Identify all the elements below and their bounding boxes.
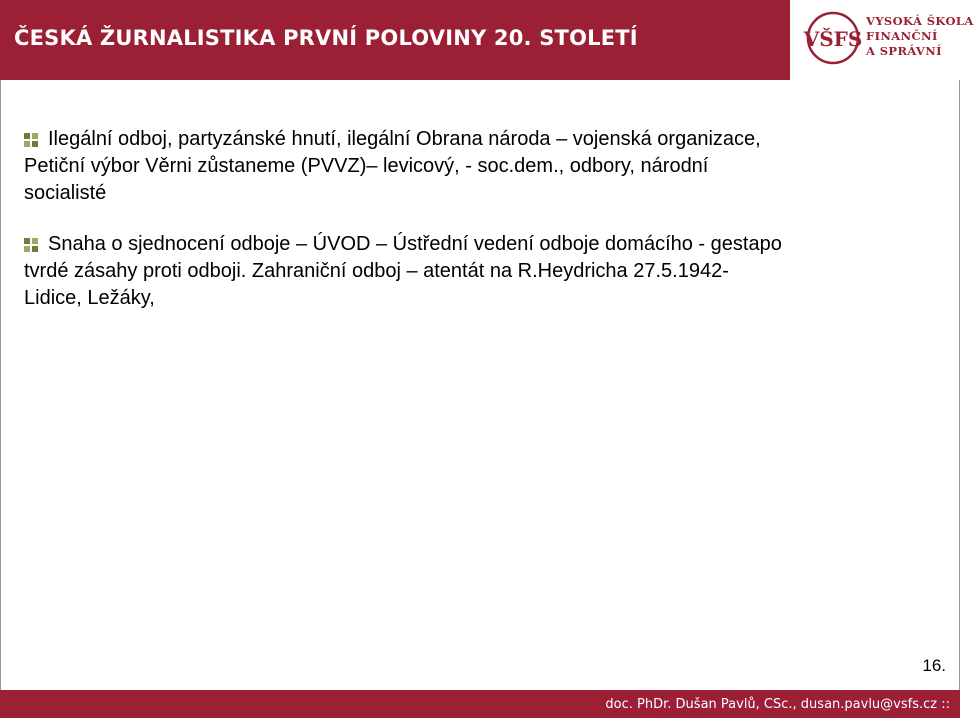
school-name-line: A SPRÁVNÍ — [866, 44, 942, 58]
logo-mark-text: VŠFS — [803, 27, 863, 51]
school-name-line: VYSOKÁ ŠKOLA — [866, 14, 974, 28]
slide-title: ČESKÁ ŽURNALISTIKA PRVNÍ POLOVINY 20. STOLETÍ — [14, 26, 638, 50]
bullet-line: Lidice, Ležáky, — [24, 287, 155, 309]
bullet-item — [24, 126, 944, 207]
square-grid-bullet-icon — [24, 238, 38, 252]
footer-author: doc. PhDr. Dušan Pavlů, CSc., dusan.pavlu@vsfs.cz :: — [605, 697, 950, 712]
school-logo — [790, 0, 974, 80]
bullet-item — [24, 231, 944, 312]
bullet-line: Snaha o sjednocení odboje – ÚVOD – Ústřední vedení odboje domácího - gestapo — [48, 233, 782, 255]
school-name-line: FINANČNÍ — [866, 29, 938, 43]
bullet-line: tvrdé zásahy proti odboji. Zahraniční odboj – atentát na R.Heydricha 27.5.1942- — [24, 260, 729, 282]
page-number: 16. — [922, 656, 946, 675]
header-bar — [0, 0, 790, 80]
bullet-line: socialisté — [24, 182, 107, 204]
slide-content — [24, 126, 944, 336]
bullet-line: Ilegální odboj, partyzánské hnutí, ilegální Obrana národa – vojenská organizace, — [48, 128, 761, 150]
square-grid-bullet-icon — [24, 133, 38, 147]
school-name — [866, 14, 974, 59]
vsfs-logo-icon — [804, 8, 862, 68]
bullet-line: Petiční výbor Věrni zůstaneme (PVVZ)– levicový, - soc.dem., odbory, národní — [24, 155, 709, 177]
footer-bar — [0, 690, 960, 718]
